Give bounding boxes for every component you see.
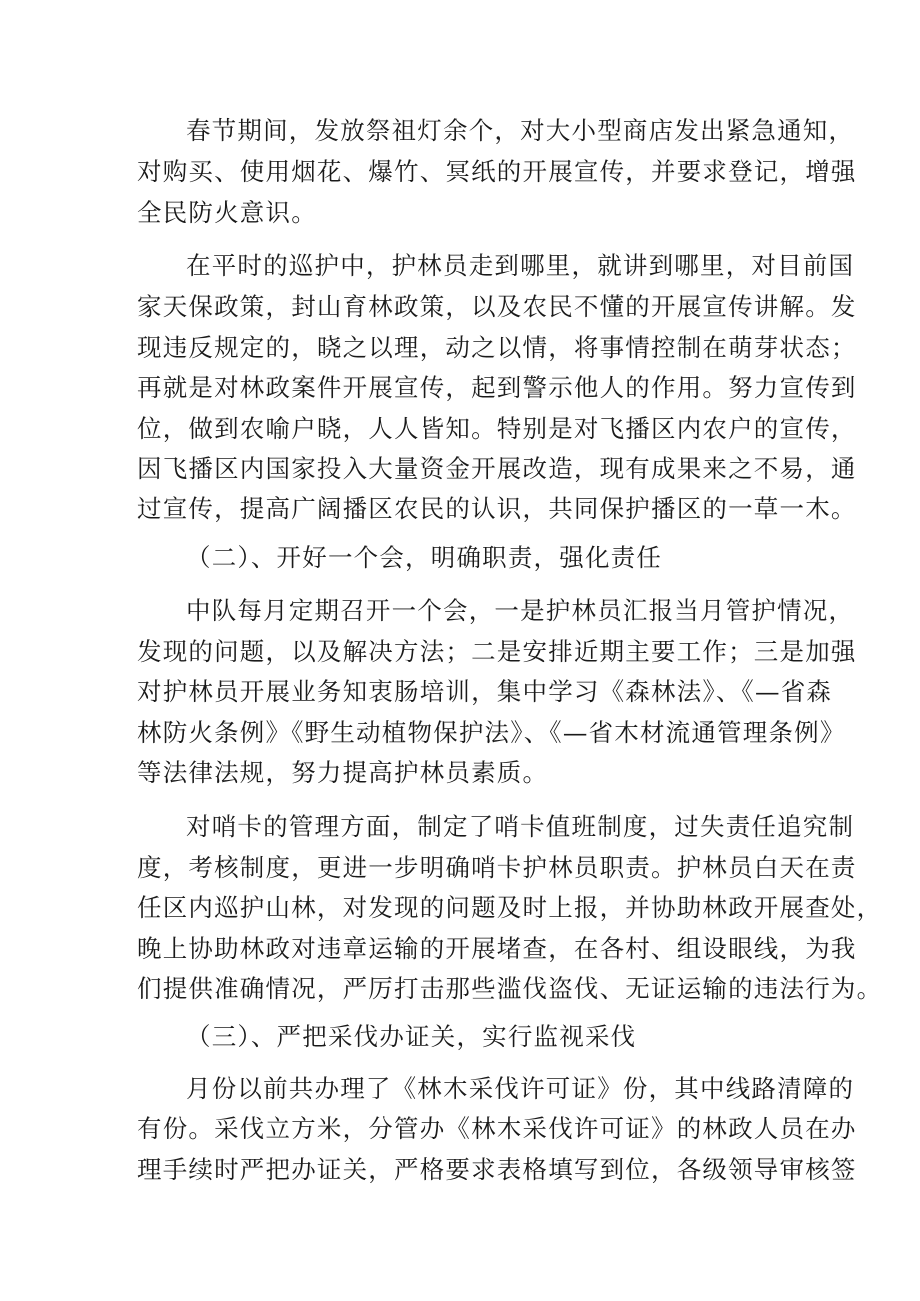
paragraph-2-line-6: 因飞播区内国家投入大量资金开展改造，现有成果来之不易，通 [137, 454, 857, 483]
paragraph-2-line-5: 位，做到农喻户晓，人人皆知。特别是对飞播区内农户的宣传， [137, 414, 857, 443]
paragraph-1-line-3: 全民防火意识。 [137, 198, 317, 227]
paragraph-2-line-2: 家天保政策，封山育林政策，以及农民不懂的开展宣传讲解。发 [137, 292, 857, 321]
paragraph-3-line-1: 中队每月定期召开一个会，一是护林员汇报当月管护情况， [186, 596, 855, 625]
paragraph-4-line-1: 对哨卡的管理方面，制定了哨卡值班制度，过失责任追究制 [186, 812, 855, 841]
section-heading-3: （三）、严把采伐办证关，实行监视采伐 [186, 1022, 637, 1051]
paragraph-5-line-2: 有份。采伐立方米，分管办《林木采伐许可证》的林政人员在办 [137, 1114, 857, 1143]
paragraph-2-line-4: 再就是对林政案件开展宣传，起到警示他人的作用。努力宣传到 [137, 373, 857, 402]
paragraph-5-line-3: 理手续时严把办证关，严格要求表格填写到位，各级领导审核签 [137, 1155, 857, 1184]
paragraph-3-line-4: 林防火条例》《野生动植物保护法》、《—省木材流通管理条例》 [137, 718, 846, 747]
paragraph-4-line-3: 任区内巡护山林，对发现的问题及时上报，并协助林政开展查处， [137, 893, 883, 922]
section-heading-2: （二）、开好一个会，明确职责，强化责任 [186, 543, 663, 572]
paragraph-3-line-3: 对护林员开展业务知衷肠培训，集中学习《森林法》、《—省森 [137, 677, 833, 706]
paragraph-2-line-7: 过宣传，提高广阔播区农民的认识，共同保护播区的一草一木。 [137, 494, 857, 523]
paragraph-1-line-2: 对购买、使用烟花、爆竹、冥纸的开展宣传，并要求登记，增强 [137, 157, 857, 186]
paragraph-4-line-5: 们提供准确情况，严厉打击那些滥伐盗伐、无证运输的违法行为。 [137, 974, 883, 1003]
paragraph-4-line-2: 度，考核制度，更进一步明确哨卡护林员职责。护林员白天在责 [137, 853, 857, 882]
paragraph-1-line-1: 春节期间，发放祭祖灯余个，对大小型商店发出紧急通知， [186, 116, 855, 145]
paragraph-4-line-4: 晚上协助林政对违章运输的开展堵查，在各村、组设眼线，为我 [137, 934, 857, 963]
paragraph-3-line-5: 等法律法规，努力提高护林员素质。 [137, 758, 549, 787]
paragraph-2-line-3: 现违反规定的，晓之以理，动之以情，将事情控制在萌芽状态； [137, 333, 857, 362]
paragraph-5-line-1: 月份以前共办理了《林木采伐许可证》份，其中线路清障的 [186, 1074, 855, 1103]
paragraph-3-line-2: 发现的问题，以及解决方法；二是安排近期主要工作；三是加强 [137, 637, 857, 666]
paragraph-2-line-1: 在平时的巡护中，护林员走到哪里，就讲到哪里，对目前国 [186, 251, 855, 280]
